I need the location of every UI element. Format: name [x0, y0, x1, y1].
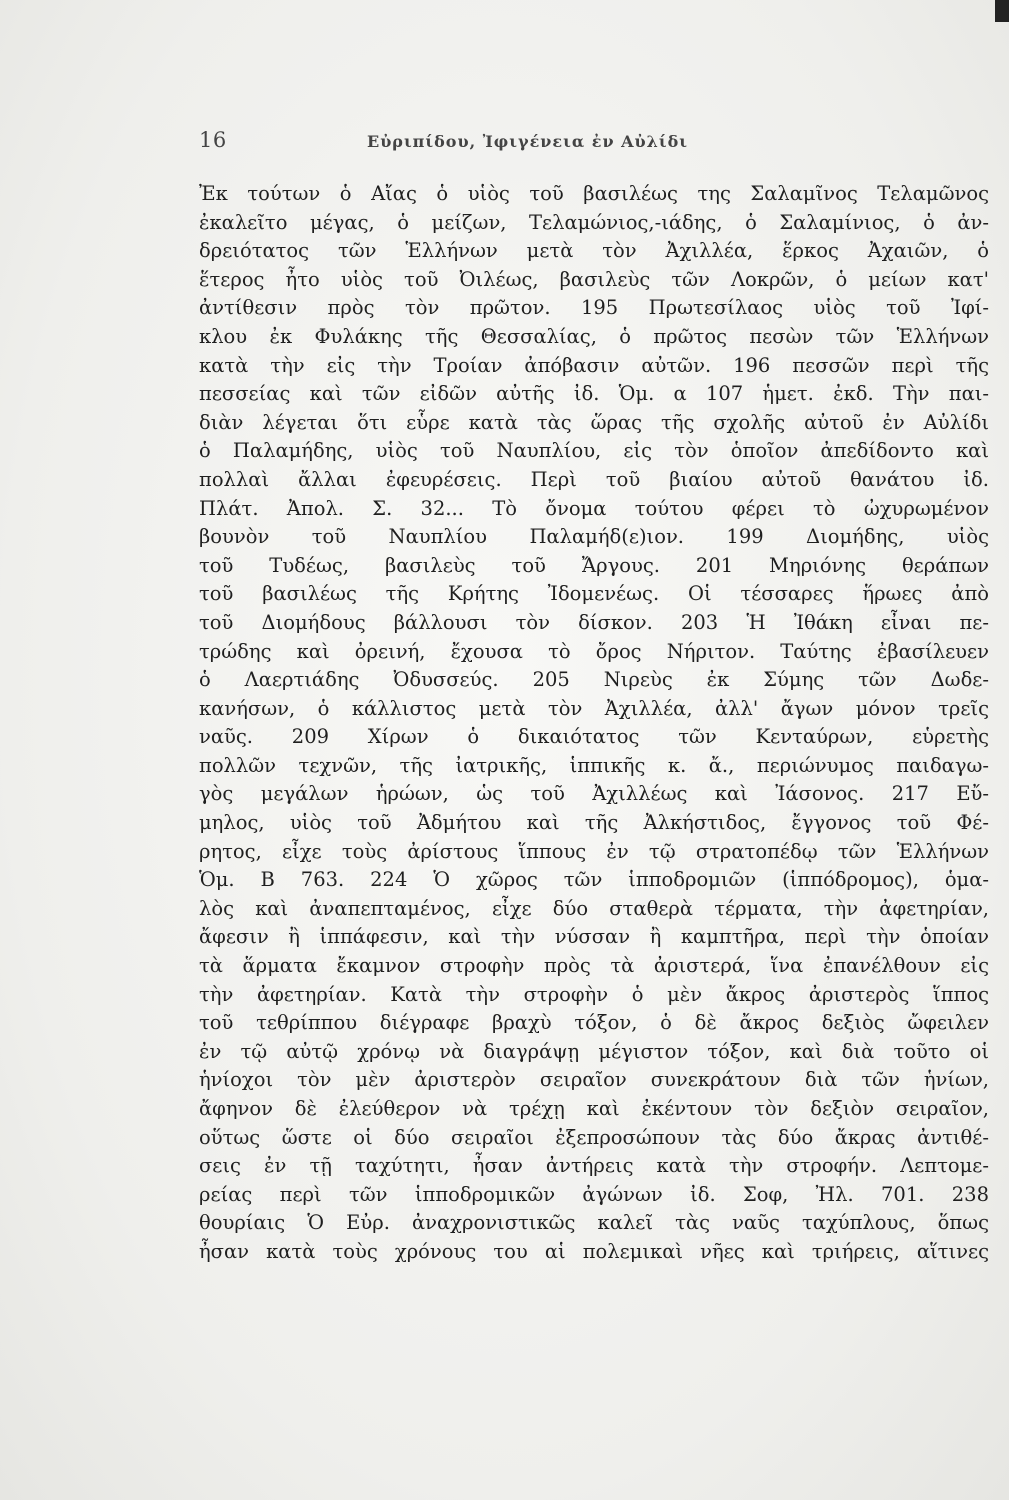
text-line: πολλαὶ ἄλλαι ἐφευρέσεις. Περὶ τοῦ βιαίου αὐτοῦ θανάτου ἰδ. — [199, 467, 989, 491]
text-line: θουρίαις Ὁ Εὐρ. ἀναχρονιστικῶς καλεῖ τὰς ναῦς ταχύπλους, ὅπως — [199, 1211, 989, 1235]
text-line: δρειότατος τῶν Ἑλλήνων μετὰ τὸν Ἀχιλλέα, ἕρκος Ἀχαιῶν, ὁ — [199, 239, 989, 263]
text-line: Πλάτ. Ἀπολ. Σ. 32... Τὸ ὄνομα τούτου φέρει τὸ ὠχυρωμένον — [199, 496, 989, 520]
text-line: ἐκαλεῖτο μέγας, ὁ μείζων, Τελαμώνιος,-ιάδης, ὁ Σαλαμίνιος, ὁ ἀν- — [199, 210, 989, 234]
text-line: ἡνίοχοι τὸν μὲν ἀριστερὸν σειραῖον συνεκράτουν διὰ τῶν ἡνίων, — [199, 1068, 989, 1092]
text-line: ἄφεσιν ἢ ἱππάφεσιν, καὶ τὴν νύσσαν ἢ καμπτῆρα, περὶ τὴν ὁποίαν — [199, 925, 989, 949]
text-line: ἕτερος ἦτο υἱὸς τοῦ Ὀιλέως, βασιλεὺς τῶν Λοκρῶν, ὁ μείων κατ' — [199, 267, 989, 291]
text-line: Ἐκ τούτων ὁ Αἴας ὁ υἱὸς τοῦ βασιλέως της Σαλαμῖνος Τελαμῶνος — [199, 182, 989, 205]
text-line: οὕτως ὥστε οἱ δύο σειραῖοι ἐξεπροσώπουν τὰς δύο ἄκρας ἀντιθέ- — [199, 1125, 989, 1149]
text-line: Ὁμ. Β 763. 224 Ὁ χῶρος τῶν ἱπποδρομιῶν (ἱππόδρομος), ὁμα- — [199, 868, 989, 892]
text-line: πολλῶν τεχνῶν, τῆς ἰατρικῆς, ἱππικῆς κ. ἄ., περιώνυμος παιδαγω- — [199, 753, 989, 777]
page-number: 16 — [199, 128, 227, 152]
text-line: ἀντίθεσιν πρὸς τὸν πρῶτον. 195 Πρωτεσίλαος υἱὸς τοῦ Ἰφί- — [199, 296, 989, 320]
commentary-text — [199, 180, 989, 1267]
text-line: κατὰ τὴν εἰς τὴν Τροίαν ἀπόβασιν αὐτῶν. 196 πεσσῶν περὶ τῆς — [199, 353, 989, 377]
text-line: ρείας περὶ τῶν ἱπποδρομικῶν ἀγώνων ἰδ. Σοφ, Ἠλ. 701. 238 — [199, 1182, 989, 1206]
text-line: τοῦ Διομήδους βάλλουσι τὸν δίσκον. 203 Ἡ Ἰθάκη εἶναι πε- — [199, 610, 989, 634]
text-line: τρώδης καὶ ὀρεινή, ἔχουσα τὸ ὄρος Νήριτον. Ταύτης ἐβασίλευεν — [199, 639, 989, 663]
text-line: διὰν λέγεται ὅτι εὗρε κατὰ τὰς ὥρας τῆς σχολῆς αὐτοῦ ἐν Αὐλίδι — [199, 410, 989, 434]
text-line: γὸς μεγάλων ἡρώων, ὡς τοῦ Ἀχιλλέως καὶ Ἰάσονος. 217 Εὔ- — [199, 782, 989, 806]
text-line: ὁ Παλαμήδης, υἱὸς τοῦ Ναυπλίου, εἰς τὸν ὁποῖον ἀπεδίδοντο καὶ — [199, 439, 989, 463]
text-line: ἦσαν κατὰ τοὺς χρόνους του αἱ πολεμικαὶ νῆες καὶ τριήρεις, αἵτινες — [199, 1239, 989, 1263]
running-title: Εὐριπίδου, Ἰφιγένεια ἐν Αὐλίδι — [367, 132, 689, 151]
text-line: κλου ἐκ Φυλάκης τῆς Θεσσαλίας, ὁ πρῶτος πεσὼν τῶν Ἑλλήνων — [199, 324, 989, 348]
text-line: τοῦ τεθρίππου διέγραφε βραχὺ τόξον, ὁ δὲ ἄκρος δεξιὸς ὤφειλεν — [199, 1011, 989, 1035]
text-line: λὸς καὶ ἀναπεπταμένος, εἶχε δύο σταθερὰ τέρματα, τὴν ἀφετηρίαν, — [199, 896, 989, 920]
text-line: τὴν ἀφετηρίαν. Κατὰ τὴν στροφὴν ὁ μὲν ἄκρος ἀριστερὸς ἵππος — [199, 982, 989, 1006]
text-line: βουνὸν τοῦ Ναυπλίου Παλαμήδ(ε)ιον. 199 Διομήδης, υἱὸς — [199, 525, 989, 549]
text-line: ναῦς. 209 Χίρων ὁ δικαιότατος τῶν Κενταύρων, εὑρετὴς — [199, 725, 989, 749]
scan-corner-mark — [995, 0, 1009, 22]
text-line: τοῦ Τυδέως, βασιλεὺς τοῦ Ἄργους. 201 Μηριόνης θεράπων — [199, 553, 989, 577]
text-line: μηλος, υἱὸς τοῦ Ἀδμήτου καὶ τῆς Ἀλκήστιδος, ἔγγονος τοῦ Φέ- — [199, 811, 989, 835]
page-header — [199, 128, 989, 164]
text-line: κανήσων, ὁ κάλλιστος μετὰ τὸν Ἀχιλλέα, ἀλλ' ἄγων μόνον τρεῖς — [199, 696, 989, 720]
text-line: τὰ ἅρματα ἔκαμνον στροφὴν πρὸς τὰ ἀριστερά, ἵνα ἐπανέλθουν εἰς — [199, 954, 989, 978]
text-line: τοῦ βασιλέως τῆς Κρήτης Ἰδομενέως. Οἱ τέσσαρες ἥρωες ἀπὸ — [199, 582, 989, 606]
text-line: ἐν τῷ αὐτῷ χρόνῳ νὰ διαγράψῃ μέγιστον τόξον, καὶ διὰ τοῦτο οἱ — [199, 1039, 989, 1063]
text-line: σεις ἐν τῇ ταχύτητι, ἦσαν ἀντήρεις κατὰ τὴν στροφήν. Λεπτομε- — [199, 1154, 989, 1178]
text-line: ὁ Λαερτιάδης Ὀδυσσεύς. 205 Νιρεὺς ἐκ Σύμης τῶν Δωδε- — [199, 668, 989, 692]
text-line: πεσσείας καὶ τῶν εἰδῶν αὐτῆς ἰδ. Ὁμ. α 107 ἡμετ. ἐκδ. Τὴν παι- — [199, 382, 989, 406]
text-line: ρητος, εἶχε τοὺς ἀρίστους ἵππους ἐν τῷ στρατοπέδῳ τῶν Ἑλλήνων — [199, 839, 989, 863]
text-line: ἄφηνον δὲ ἐλεύθερον νὰ τρέχῃ καὶ ἐκέντουν τὸν δεξιὸν σειραῖον, — [199, 1097, 989, 1120]
